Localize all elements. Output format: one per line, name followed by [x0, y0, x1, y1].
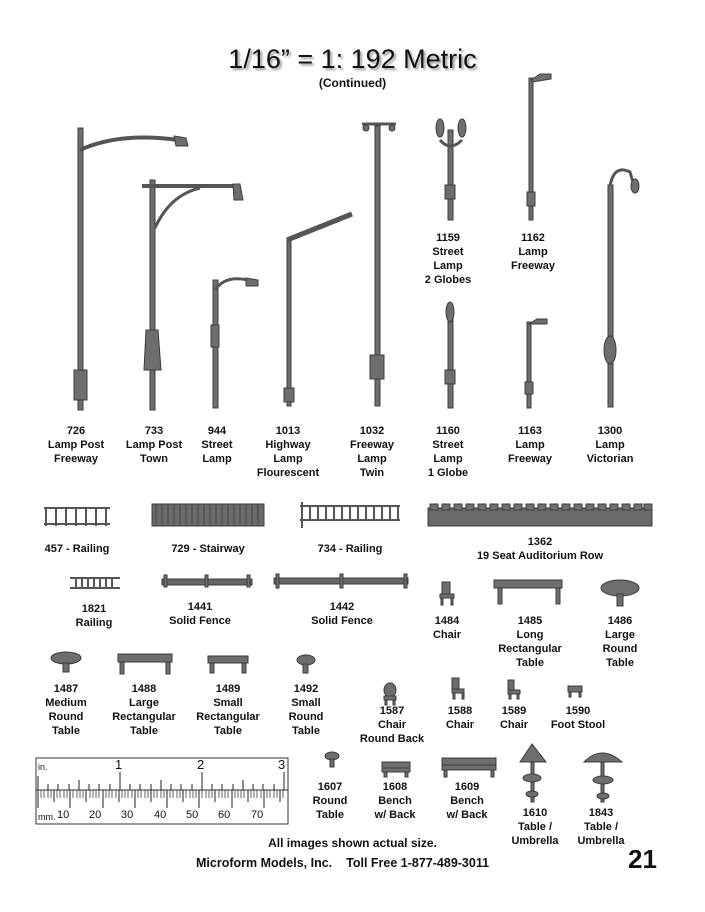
- fence-1442-image: [274, 574, 408, 588]
- lamp-1160-image: [445, 302, 455, 408]
- product-label-1610: 1610 Table / Umbrella: [511, 807, 559, 847]
- table-1492-image: [297, 655, 315, 673]
- product-label-1489: 1489 Small Rectangular Table: [196, 683, 260, 737]
- product-label-1013: 1013 Highway Lamp Flourescent: [256, 425, 320, 479]
- product-label-1588: 1588 Chair: [445, 705, 475, 731]
- ruler-inch-number: 3: [278, 757, 286, 772]
- page-subtitle: (Continued): [318, 76, 387, 90]
- product-label-1160: 1160 Street Lamp 1 Globe: [427, 425, 469, 479]
- product-label-1589: 1589 Chair: [499, 705, 529, 731]
- product-label-1821: 1821 Railing: [75, 603, 113, 629]
- lamp-1163-image: [525, 319, 547, 408]
- product-label-1159: 1159 Street Lamp 2 Globes: [424, 232, 472, 286]
- lamp-944-image: [211, 278, 258, 408]
- ruler-mm-number: 70: [251, 809, 264, 821]
- umbrella-table-1843-image: [584, 753, 622, 802]
- product-label-1300: 1300 Lamp Victorian: [586, 425, 634, 465]
- table-1486-image: [601, 580, 639, 606]
- product-label-726: 726 Lamp Post Freeway: [47, 425, 105, 465]
- product-label-1032: 1032 Freeway Lamp Twin: [349, 425, 395, 479]
- product-label-734: 734 - Railing: [317, 543, 383, 555]
- page-title: 1/16” = 1: 192 Metric: [228, 44, 477, 74]
- chair-1588-image: [452, 678, 464, 699]
- product-label-1442: 1442 Solid Fence: [311, 601, 373, 627]
- table-1488-image: [118, 654, 172, 674]
- lamp-1162-image: [527, 74, 551, 220]
- actual-size-note: All images shown actual size.: [268, 836, 437, 850]
- auditorium-row-1362-image: [428, 504, 652, 526]
- chair-1587-image: [384, 683, 396, 705]
- product-label-457: 457 - Railing: [44, 543, 110, 555]
- lamp-1300-image: [604, 170, 639, 407]
- lamp-726-image: [74, 128, 188, 410]
- product-label-1484: 1484 Chair: [432, 615, 462, 641]
- ruler-mm-number: 40: [154, 809, 167, 821]
- table-1607-image: [325, 752, 339, 767]
- product-label-1486: 1486 Large Round Table: [602, 615, 638, 669]
- bench-1609-image: [442, 758, 496, 777]
- table-1485-image: [494, 580, 562, 604]
- company-name: Microform Models, Inc.: [196, 856, 333, 870]
- table-1489-image: [208, 656, 248, 673]
- lamp-733-image: [142, 180, 243, 410]
- railing-734-image: [300, 502, 400, 528]
- product-label-1487: 1487 Medium Round Table: [45, 683, 87, 737]
- product-label-1587: 1587 Chair Round Back: [359, 705, 425, 745]
- ruler-inch-label: in.: [38, 762, 48, 772]
- ruler-inch-number: 1: [115, 757, 123, 772]
- product-label-1162: 1162 Lamp Freeway: [510, 232, 556, 272]
- phone-number: Toll Free 1-877-489-3011: [346, 856, 490, 870]
- product-label-1843: 1843 Table / Umbrella: [577, 807, 625, 847]
- product-label-1607: 1607 Round Table: [312, 781, 348, 821]
- product-label-1488: 1488 Large Rectangular Table: [112, 683, 176, 737]
- bench-1608-image: [382, 762, 410, 777]
- ruler-inch-number: 2: [197, 757, 205, 772]
- lamp-1032-image: [362, 124, 396, 406]
- umbrella-table-1610-image: [520, 744, 546, 802]
- ruler-mm-label: mm.: [38, 812, 56, 822]
- fence-1441-image: [162, 575, 252, 587]
- page-number: 21: [628, 844, 657, 874]
- product-label-1485: 1485 Long Rectangular Table: [498, 615, 562, 669]
- ruler-mm-number: 50: [186, 809, 199, 821]
- product-label-733: 733 Lamp Post Town: [125, 425, 183, 465]
- ruler-mm-number: 60: [218, 809, 231, 821]
- ruler-mm-number: 30: [121, 809, 134, 821]
- product-label-1590: 1590 Foot Stool: [550, 705, 606, 731]
- product-label-729: 729 - Stairway: [171, 543, 245, 555]
- product-label-1163: 1163 Lamp Freeway: [507, 425, 553, 465]
- product-label-1609: 1609 Bench w/ Back: [446, 781, 488, 821]
- product-label-1608: 1608 Bench w/ Back: [374, 781, 416, 821]
- ruler-mm-number: 20: [89, 809, 102, 821]
- product-label-944: 944 Street Lamp: [201, 425, 233, 465]
- ruler-mm-number: 10: [57, 809, 70, 821]
- railing-1821-image: [70, 578, 120, 588]
- lamp-1013-image: [284, 214, 352, 406]
- product-label-1362: 1362 19 Seat Auditorium Row: [476, 536, 604, 562]
- footer-contact: [196, 856, 489, 870]
- railing-457-image: [44, 508, 110, 526]
- table-1487-image: [51, 652, 81, 672]
- product-label-1441: 1441 Solid Fence: [169, 601, 231, 627]
- chair-1484-image: [440, 582, 454, 605]
- stool-1590-image: [568, 686, 582, 697]
- lamp-1159-image: [436, 119, 466, 220]
- product-label-1492: 1492 Small Round Table: [288, 683, 324, 737]
- chair-1589-image: [508, 680, 520, 699]
- stairway-729-image: [152, 504, 264, 526]
